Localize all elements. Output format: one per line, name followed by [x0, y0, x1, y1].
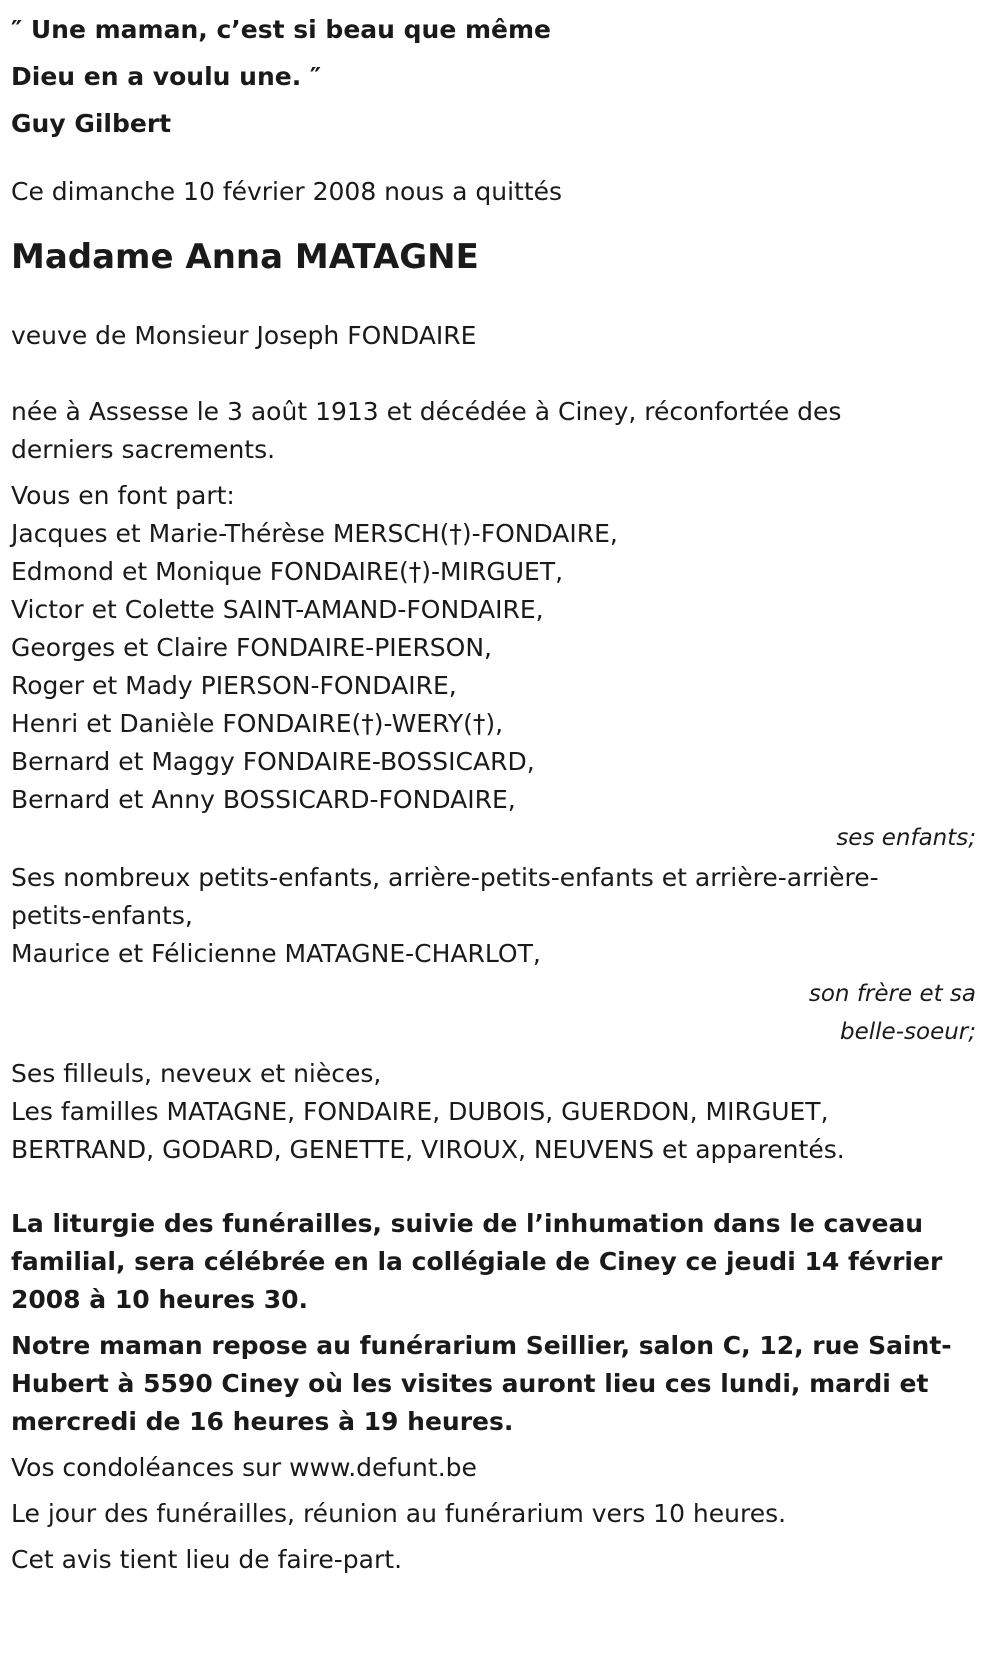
- quote-author: Guy Gilbert: [11, 109, 172, 138]
- quote-line-2: Dieu en a voulu une. ″: [11, 62, 322, 91]
- quote-block: [11, 6, 996, 147]
- list-item: Victor et Colette SAINT-AMAND-FONDAIRE,: [11, 595, 544, 624]
- deceased-name: Madame Anna MATAGNE: [11, 237, 479, 277]
- list-item: Georges et Claire FONDAIRE-PIERSON,: [11, 633, 493, 662]
- children-list: [11, 515, 996, 819]
- birth-death-line-2: derniers sacrements.: [11, 435, 276, 464]
- sibling-label-line-1: son frère et sa: [808, 981, 976, 1007]
- funeral-line-3: 2008 à 10 heures 30.: [11, 1285, 309, 1314]
- children-label: ses enfants;: [836, 825, 976, 851]
- visitation-line-2: Hubert à 5590 Ciney où les visites auront lieu ces lundi, mardi et: [11, 1369, 929, 1398]
- funeral-line-2: familial, sera célébrée en la collégiale de Ciney ce jeudi 14 février: [11, 1247, 943, 1276]
- sibling-label-line-2: belle-soeur;: [840, 1019, 976, 1045]
- announcement: Ce dimanche 10 février 2008 nous a quittés: [11, 177, 563, 206]
- list-item: Bernard et Maggy FONDAIRE-BOSSICARD,: [11, 747, 535, 776]
- notice: Cet avis tient lieu de faire-part.: [11, 1545, 403, 1574]
- quote-line-1: ″ Une maman, c’est si beau que même: [11, 15, 552, 44]
- list-item: Jacques et Marie-Thérèse MERSCH(†)-FONDAIRE,: [11, 519, 618, 548]
- list-item: Bernard et Anny BOSSICARD-FONDAIRE,: [11, 785, 516, 814]
- funeral-details: [11, 1205, 996, 1319]
- visitation-line-3: mercredi de 16 heures à 19 heures.: [11, 1407, 514, 1436]
- list-item: Edmond et Monique FONDAIRE(†)-MIRGUET,: [11, 557, 564, 586]
- obituary-notice: [11, 0, 996, 1579]
- others-line-1: Ses filleuls, neveux et nièces,: [11, 1059, 382, 1088]
- list-item: Roger et Mady PIERSON-FONDAIRE,: [11, 671, 457, 700]
- others-line-3: BERTRAND, GODARD, GENETTE, VIROUX, NEUVENS et apparentés.: [11, 1135, 845, 1164]
- visitation-details: [11, 1327, 996, 1441]
- list-item: Henri et Danièle FONDAIRE(†)-WERY(†),: [11, 709, 504, 738]
- widow-of: veuve de Monsieur Joseph FONDAIRE: [11, 321, 477, 350]
- grandchildren-line-2: petits-enfants,: [11, 901, 193, 930]
- visitation-line-1: Notre maman repose au funérarium Seillier, salon C, 12, rue Saint-: [11, 1331, 952, 1360]
- meeting-info: Le jour des funérailles, réunion au funérarium vers 10 heures.: [11, 1499, 787, 1528]
- grandchildren-line-1: Ses nombreux petits-enfants, arrière-petits-enfants et arrière-arrière-: [11, 863, 879, 892]
- announcers-intro: Vous en font part:: [11, 481, 235, 510]
- condolences: Vos condoléances sur www.defunt.be: [11, 1453, 477, 1482]
- birth-death-line-1: née à Assesse le 3 août 1913 et décédée à Ciney, réconfortée des: [11, 397, 842, 426]
- others-line-2: Les familles MATAGNE, FONDAIRE, DUBOIS, GUERDON, MIRGUET,: [11, 1097, 829, 1126]
- funeral-line-1: La liturgie des funérailles, suivie de l’inhumation dans le caveau: [11, 1209, 924, 1238]
- sibling: Maurice et Félicienne MATAGNE-CHARLOT,: [11, 939, 541, 968]
